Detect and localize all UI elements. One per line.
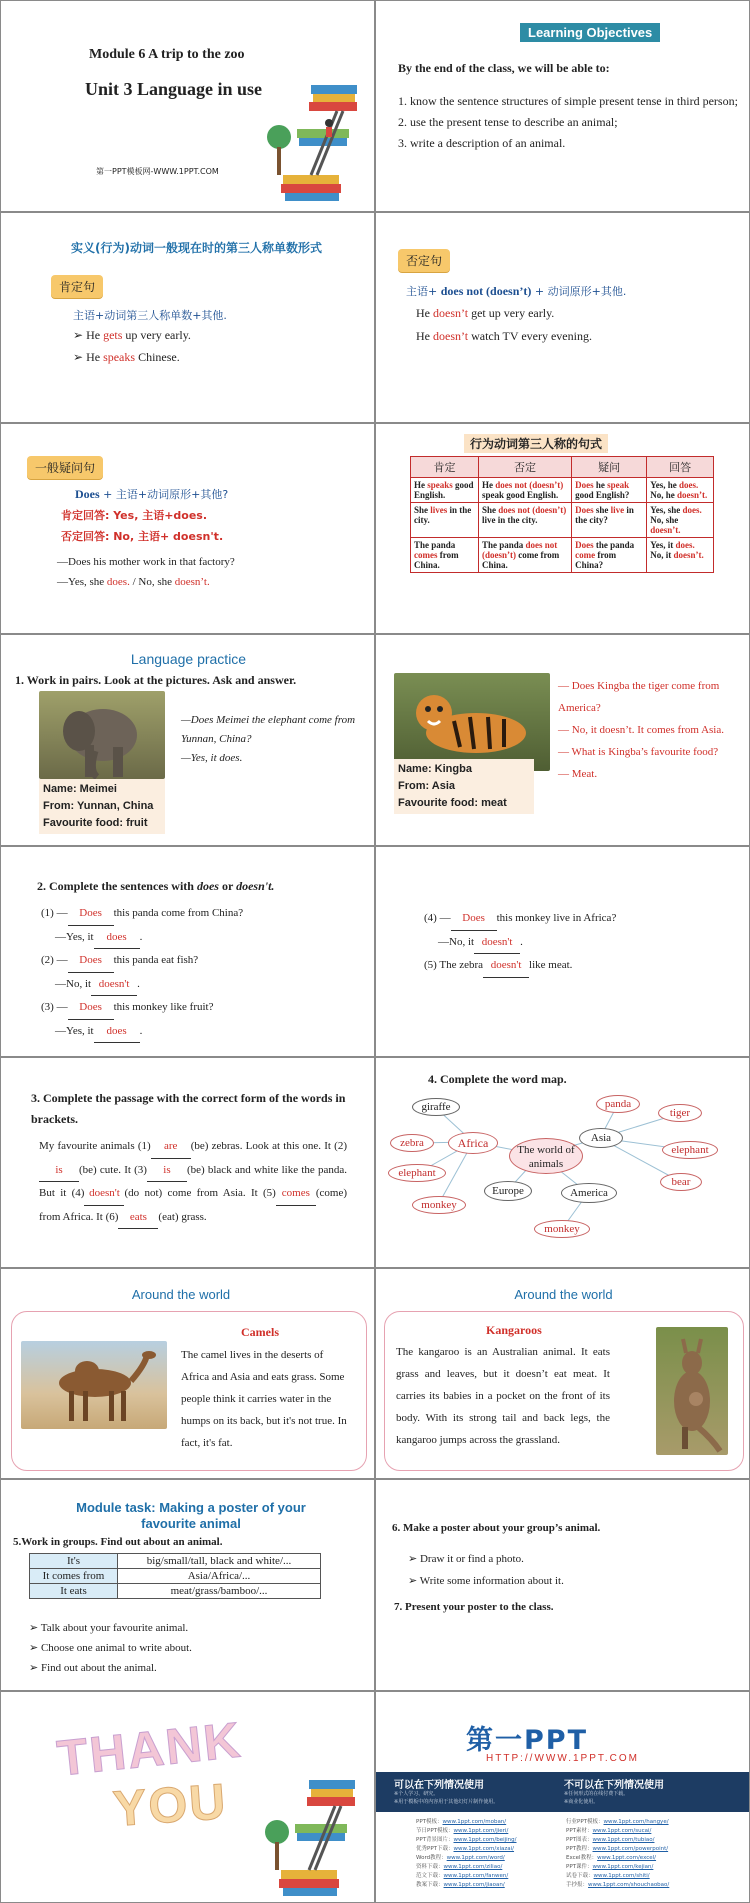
credit-link[interactable]: 教案下载：www.1ppt.com/jiaoan/: [416, 1882, 505, 1888]
negative-rule: 主语+ does not (doesn’t) + 动词原形+其他.: [406, 284, 627, 298]
node-giraffe: giraffe: [412, 1098, 460, 1116]
table-cell: The panda comes from China.: [411, 538, 479, 573]
elephant-card: Name: Meimei From: Yunnan, China Favourite food: fruit: [39, 779, 165, 834]
objectives-list: [398, 91, 738, 154]
list-item: ➢ Draw it or find a photo.: [408, 1553, 524, 1565]
slide-thank-you: [0, 1691, 375, 1903]
answer-blank: is: [147, 1159, 187, 1183]
slide-complete-sentences-1: [0, 846, 375, 1057]
answer-blank: does: [94, 926, 140, 950]
table-cell: She does not (doesn’t) live in the city.: [478, 503, 571, 538]
practice-title: Language practice: [130, 651, 247, 667]
table-cell: Does the panda come from China?: [572, 538, 647, 573]
objectives-intro: By the end of the class, we will be able to:: [398, 61, 610, 75]
node-monkey-america: monkey: [534, 1220, 590, 1238]
verb-table: [410, 456, 714, 573]
credit-link[interactable]: 优秀PPT下载：www.1ppt.com/xiazai/: [416, 1846, 515, 1852]
credit-link[interactable]: PPT模板：www.1ppt.com/moban/: [416, 1819, 507, 1825]
exercise-3-title: 3. Complete the passage with the correct form of the words in brackets.: [31, 1091, 346, 1126]
affirmative-example-1: ➢ He gets up very early.: [73, 328, 191, 342]
slide-camels: [0, 1268, 375, 1479]
slide-credits: [375, 1691, 750, 1903]
tiger-card: Name: Kingba From: Asia Favourite food: meat: [394, 759, 534, 814]
objective-item: 3. write a description of an animal.: [398, 136, 566, 150]
exercise-line: (3) — Does this monkey like fruit?: [41, 996, 243, 1020]
answer-blank: Does: [68, 902, 114, 926]
answer-blank: doesn't: [474, 931, 520, 955]
grammar-title: 实义(行为)动词一般现在时的第三人称单数形式: [71, 241, 322, 255]
table-cell: Yes, it does. No, it doesn’t.: [647, 538, 714, 573]
credit-link[interactable]: PPT图表：www.1ppt.com/tubiao/: [566, 1837, 655, 1843]
affirmative-rule: 主语+动词第三人称单数+其他.: [73, 309, 227, 322]
camel-photo: [21, 1341, 167, 1429]
credit-link[interactable]: PPT素材：www.1ppt.com/sucai/: [566, 1828, 652, 1834]
node-africa: Africa: [448, 1132, 498, 1154]
positive-answer-rule: 肯定回答: Yes, 主语+does.: [61, 509, 208, 522]
credit-link[interactable]: 行业PPT模板：www.1ppt.com/hangye/: [566, 1819, 669, 1825]
exercise-line: —Yes, it does .: [41, 926, 243, 950]
objective-item: 2. use the present tense to describe an animal;: [398, 115, 618, 129]
exercise-line: —Yes, it does .: [41, 1020, 243, 1044]
table-header: 回答: [647, 457, 714, 478]
table-cell: He does not (doesn’t) speak good English.: [478, 478, 571, 503]
slide-complete-sentences-2: [375, 846, 750, 1057]
credit-link[interactable]: PPT课件：www.1ppt.com/kejian/: [566, 1864, 654, 1870]
credit-link[interactable]: Word教程：www.1ppt.com/word/: [416, 1855, 505, 1861]
credit-link[interactable]: PPT教程：www.1ppt.com/powerpoint/: [566, 1846, 669, 1852]
camel-text: The camel lives in the deserts of Africa and Asia and eats grass. Some people think it carries water in the humps on its back, but it's not true. In fact, it's fat.: [181, 1349, 347, 1449]
books-illustration: [251, 1766, 363, 1900]
exercise-2-lines: [41, 902, 243, 1043]
list-item: ➢ Talk about your favourite animal.: [29, 1622, 189, 1634]
slide-poster-task: [375, 1479, 750, 1691]
practice-task: 1. Work in pairs. Look at the pictures. Ask and answer.: [15, 673, 297, 687]
module-task-sub: 5.Work in groups. Find out about an animal.: [13, 1536, 223, 1548]
slide-practice-tiger: [375, 634, 750, 846]
answer-blank: is: [39, 1159, 79, 1183]
exercise-line: (1) — Does this panda come from China?: [41, 902, 243, 926]
slide-word-map: [375, 1057, 750, 1268]
camel-heading: Camels: [241, 1325, 279, 1339]
answer-blank: does: [94, 1020, 140, 1044]
elephant-photo: [39, 691, 165, 779]
kangaroo-heading: Kangaroos: [486, 1323, 542, 1337]
tiger-photo: [394, 673, 550, 771]
links-column-1: [416, 1818, 517, 1890]
table-cell: He speaks good English.: [411, 478, 479, 503]
table-cell: The panda does not (doesn’t) come from China.: [478, 538, 571, 573]
answer-blank: doesn't: [483, 954, 529, 978]
module-title: Module 6 A trip to the zoo: [89, 47, 245, 62]
list-item: ➢ Choose one animal to write about.: [29, 1642, 192, 1654]
negative-example-2: He doesn’t watch TV every evening.: [416, 329, 592, 343]
answer-blank: Does: [451, 907, 497, 931]
credit-link[interactable]: 范文下载：www.1ppt.com/fanwen/: [416, 1873, 509, 1879]
table-cell: Does she live in the city?: [572, 503, 647, 538]
slide-negative: [375, 212, 750, 423]
credit-link[interactable]: 手抄报：www.1ppt.com/shouchaobao/: [566, 1882, 670, 1888]
exercise-3-passage: My favourite animals (1) are (be) zebras. Look at this one. It (2)is (be) cute. It (3) is (be) black and white like the panda. But it (4) doesn't (do not) come from Asia. It (5) comes (come) from Africa. It (6) eats (eat) grass.: [39, 1135, 347, 1229]
table-row: [411, 478, 714, 503]
table-row: [411, 503, 714, 538]
books-illustration: [253, 71, 365, 205]
table-cell: Yes, he does. No, he doesn’t.: [647, 478, 714, 503]
node-panda: panda: [596, 1095, 640, 1113]
answer-blank: doesn't: [84, 1182, 124, 1206]
negative-example-1: He doesn’t get up very early.: [416, 306, 555, 320]
task-6-list: [408, 1548, 564, 1592]
credit-link[interactable]: PPT背景图片：www.1ppt.com/beijing/: [416, 1837, 517, 1843]
list-item: ➢ Find out about the animal.: [29, 1662, 157, 1674]
thank-text: THANK: [54, 1711, 245, 1787]
slide-affirmative: [0, 212, 375, 423]
question-tag: 一般疑问句: [27, 456, 103, 479]
exercise-line: —No, it doesn't .: [424, 931, 616, 955]
node-bear: bear: [660, 1173, 702, 1191]
answer-blank: eats: [118, 1206, 158, 1230]
credit-link[interactable]: 资料下载：www.1ppt.com/ziliao/: [416, 1864, 503, 1870]
site-credit: 第一PPT模板网-WWW.1PPT.COM: [96, 167, 219, 176]
node-elephant-africa: elephant: [388, 1164, 446, 1182]
node-monkey-africa: monkey: [412, 1196, 466, 1214]
slide-module-task: [0, 1479, 375, 1691]
node-zebra: zebra: [390, 1134, 434, 1152]
table-cell: Yes, she does. No, she doesn’t.: [647, 503, 714, 538]
credit-link[interactable]: Excel教程：www.1ppt.com/excel/: [566, 1855, 657, 1861]
animal-info-table: It's big/small/tall, black and white/... It comes from Asia/Africa/... It eats meat/grass/bamboo/...: [29, 1553, 321, 1599]
exercise-line: (5) The zebra doesn't like meat.: [424, 954, 616, 978]
table-header: 疑问: [572, 457, 647, 478]
slide-objectives: [375, 0, 750, 212]
exercise-2-lines-continued: [424, 907, 616, 978]
answer-blank: are: [151, 1135, 191, 1159]
links-column-2: [566, 1818, 669, 1890]
slide-passage: [0, 1057, 375, 1268]
slide-sentence-table: [375, 423, 750, 634]
exercise-line: (4) — Does this monkey live in Africa?: [424, 907, 616, 931]
credit-link[interactable]: 节日PPT模板：www.1ppt.com/jieri/: [416, 1828, 509, 1834]
elephant-dialogue: —Does Meimei the elephant come from Yunnan, China? —Yes, it does.: [181, 714, 356, 764]
example-answer: —Yes, she does. / No, she doesn’t.: [57, 576, 210, 588]
task-6-title: 6. Make a poster about your group’s animal.: [392, 1522, 601, 1534]
kangaroo-text: The kangaroo is an Australian animal. It eats grass and leaves, but it doesn’t eat meat. It carries its babies in a pocket on the front of its body. With its strong tail and back legs, the kangaroo jumps across the grassland.: [396, 1346, 610, 1446]
slide-kangaroos: [375, 1268, 750, 1479]
affirmative-example-2: ➢ He speaks Chinese.: [73, 350, 180, 364]
around-world-title: Around the world: [514, 1287, 613, 1302]
site-url: HTTP://WWW.1PPT.COM: [486, 1753, 639, 1764]
node-america: America: [561, 1183, 617, 1203]
table-title: 行为动词第三人称的句式: [464, 434, 608, 453]
task-7-title: 7. Present your poster to the class.: [394, 1601, 554, 1613]
objective-item: 1. know the sentence structures of simple present tense in third person;: [398, 94, 738, 108]
table-cell: She lives in the city.: [411, 503, 479, 538]
tiger-dialogue: — Does Kingba the tiger come from America? — No, it doesn’t. It comes from Asia. — What is Kingba’s favourite food? — Meat.: [558, 680, 724, 780]
exercise-line: —No, it doesn't .: [41, 973, 243, 997]
table-cell: Does he speak good English?: [572, 478, 647, 503]
around-world-title: Around the world: [131, 1287, 231, 1302]
answer-blank: comes: [276, 1182, 316, 1206]
list-item: ➢ Write some information about it.: [408, 1575, 564, 1587]
objectives-badge: Learning Objectives: [520, 23, 660, 42]
slide-title: [0, 0, 375, 212]
example-question: —Does his mother work in that factory?: [57, 556, 235, 568]
question-rule: Does + 主语+动词原形+其他?: [75, 487, 229, 501]
module-task-list: [29, 1618, 192, 1678]
you-text: YOU: [111, 1773, 230, 1837]
site-logo: 第一PPT: [466, 1725, 588, 1756]
negative-tag: 否定句: [398, 249, 450, 272]
module-task-title: Module task: Making a poster of your favourite animal: [76, 1500, 306, 1531]
affirmative-tag: 肯定句: [51, 275, 103, 298]
table-header: 否定: [478, 457, 571, 478]
node-tiger: tiger: [658, 1104, 702, 1122]
exercise-line: (2) — Does this panda eat fish?: [41, 949, 243, 973]
credit-link[interactable]: 试卷下载：www.1ppt.com/shiti/: [566, 1873, 650, 1879]
word-map-center: The world of animals: [509, 1138, 583, 1174]
negative-answer-rule: 否定回答: No, 主语+ doesn't.: [61, 530, 224, 543]
kangaroo-photo: [656, 1327, 728, 1455]
answer-blank: Does: [68, 949, 114, 973]
table-row: [411, 538, 714, 573]
node-elephant-asia: elephant: [662, 1141, 718, 1159]
node-asia: Asia: [579, 1128, 623, 1148]
exercise-2-title: 2. Complete the sentences with does or doesn't.: [37, 879, 275, 893]
slide-question: [0, 423, 375, 634]
node-europe: Europe: [484, 1181, 532, 1201]
slide-practice-elephant: [0, 634, 375, 846]
table-header: 肯定: [411, 457, 479, 478]
unit-title: Unit 3 Language in use: [85, 79, 263, 99]
exercise-4-title: 4. Complete the word map.: [428, 1072, 567, 1086]
usage-banner: 可以在下列情况使用 ※个人学习、研究。 ※用于模板中的内容用于其他幻灯片制作使用。 不可以在下列情况使用 ※任何形式的在线付费下载。 ※商业化使用。: [376, 1772, 750, 1812]
answer-blank: Does: [68, 996, 114, 1020]
answer-blank: doesn't: [91, 973, 137, 997]
